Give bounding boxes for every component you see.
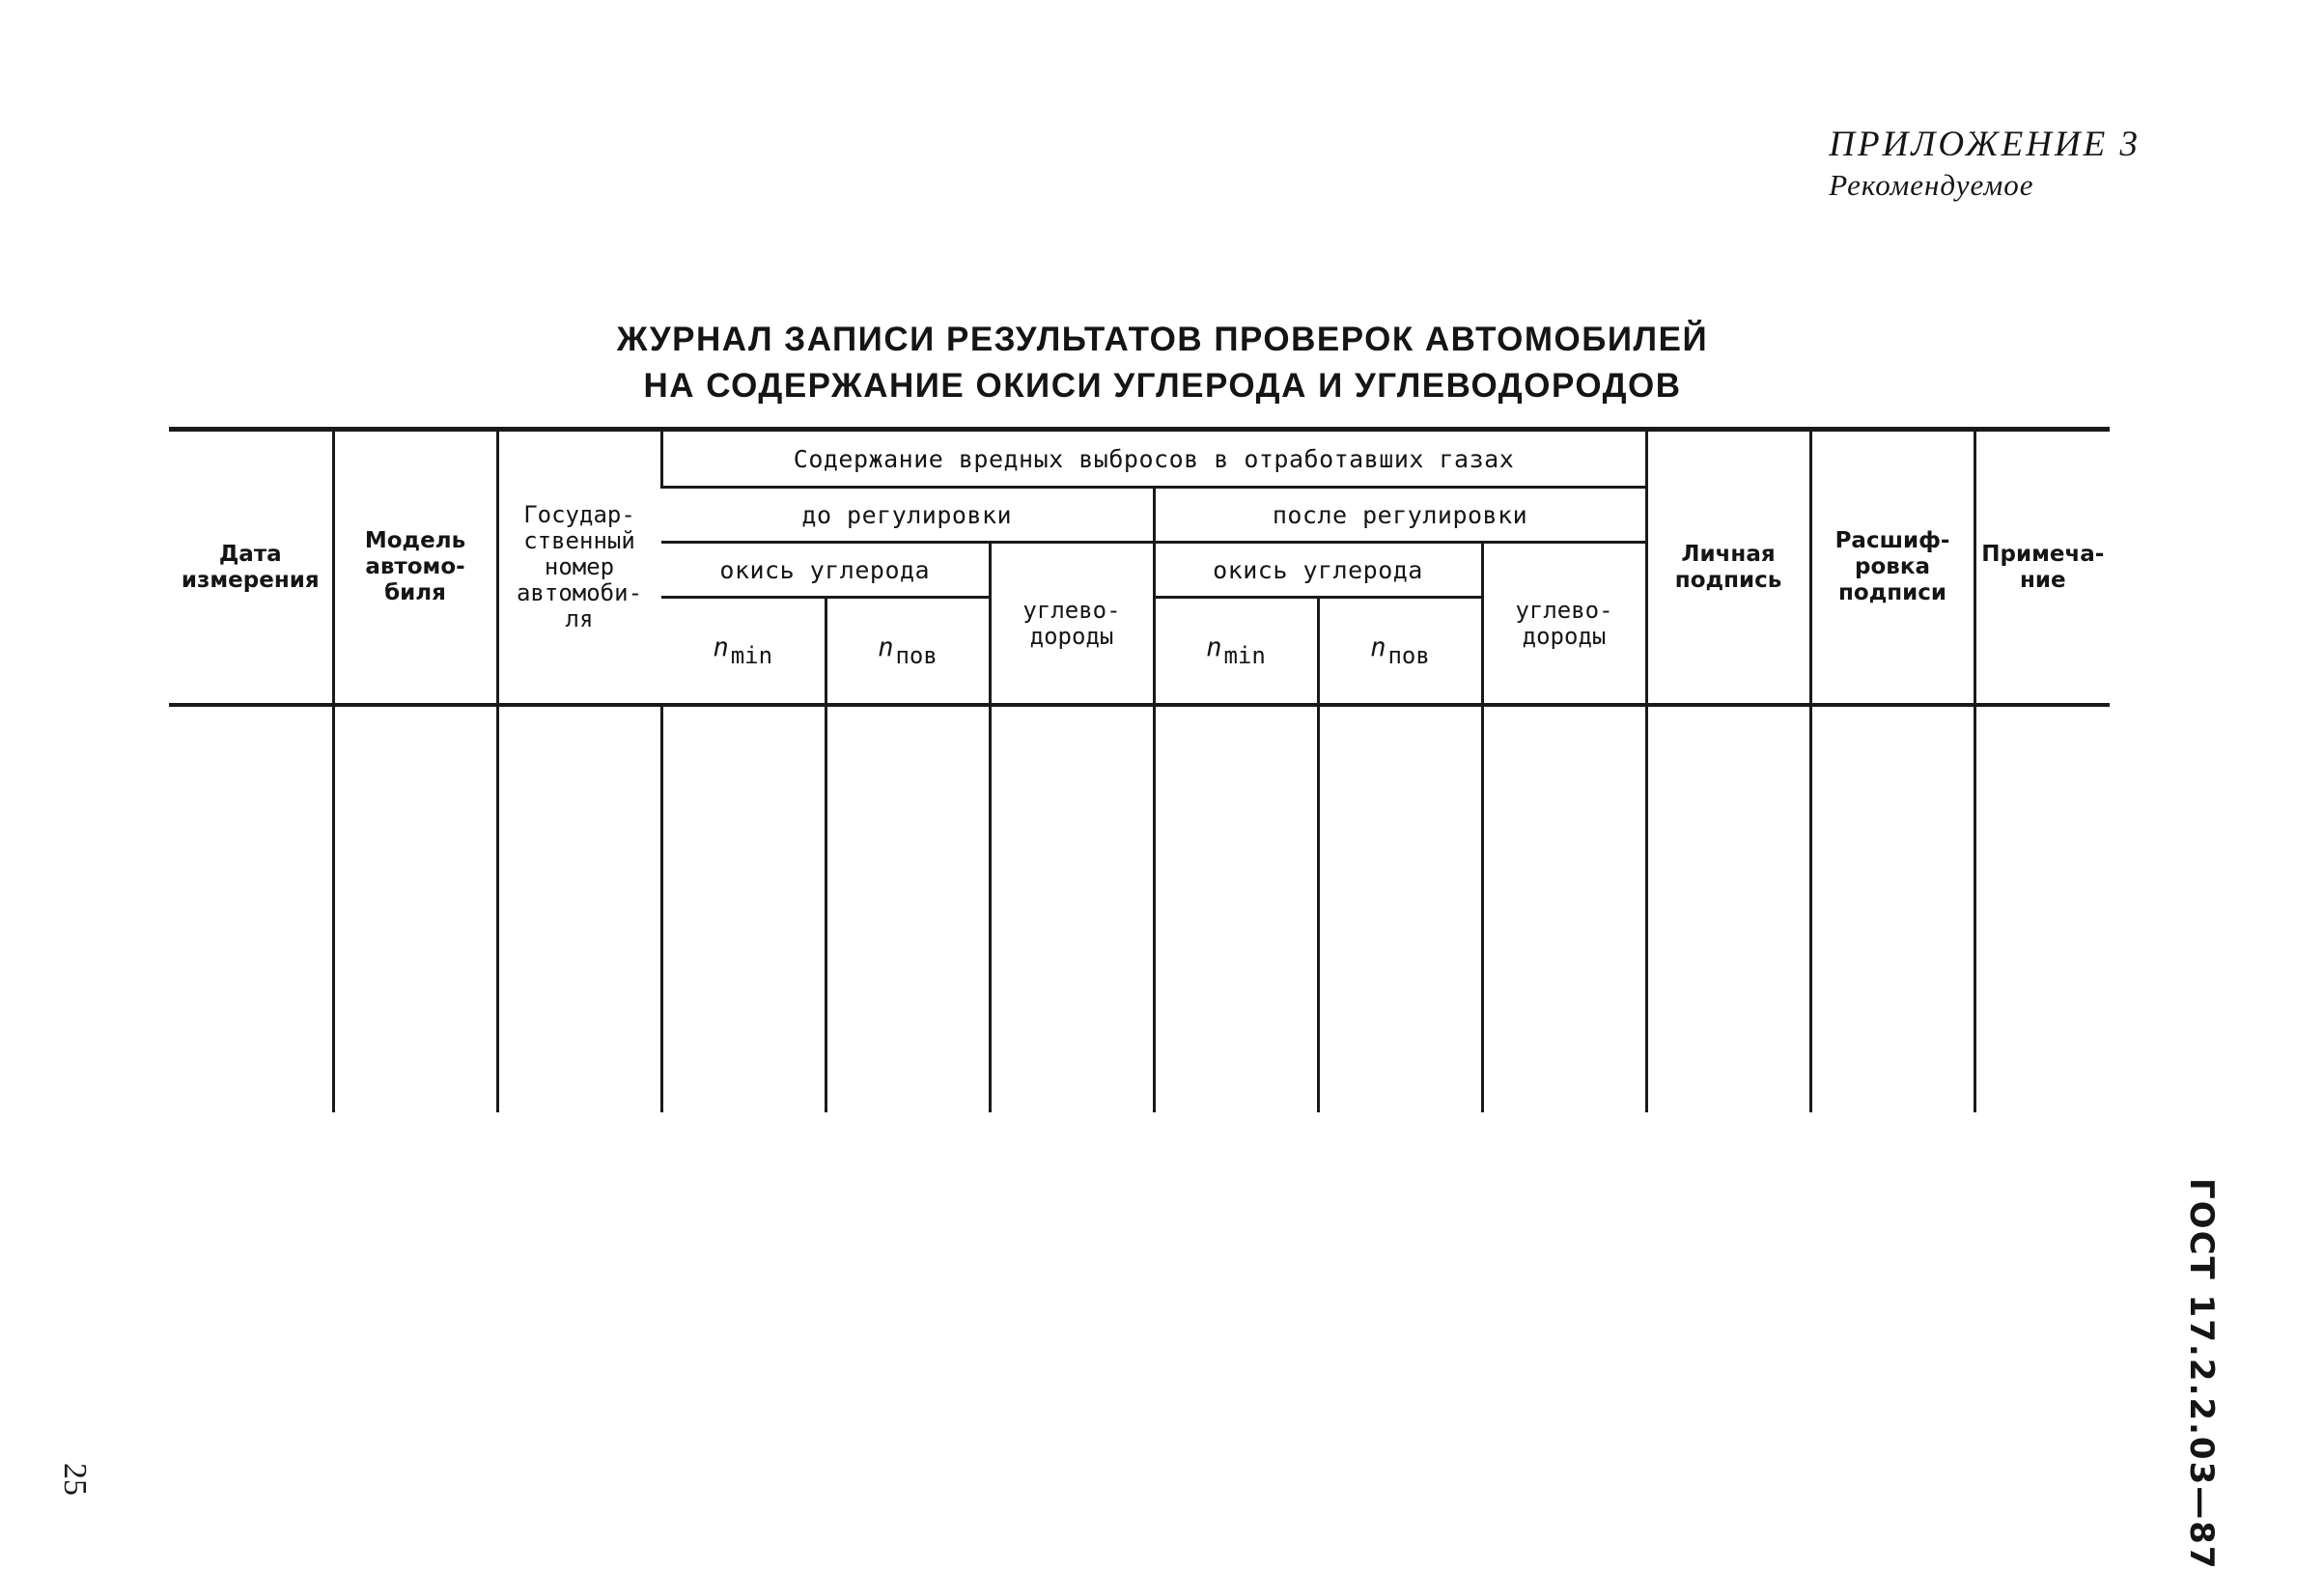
document-title-line-1: ЖУРНАЛ ЗАПИСИ РЕЗУЛЬТАТОВ ПРОВЕРОК АВТОМОБИЛЕЙ xyxy=(616,321,1709,358)
header-carbon-monoxide-before: окись углерода xyxy=(661,543,990,598)
cell-n-pov-before xyxy=(826,705,990,1112)
journal-table xyxy=(169,427,2110,1112)
standard-code: ГОСТ 17.2.2.03—87 xyxy=(2182,1178,2221,1571)
appendix-subtitle: Рекомендуемое xyxy=(1829,168,2034,202)
header-note: Примеча- ние xyxy=(1974,430,2110,706)
cell-n-min-after xyxy=(1154,705,1318,1112)
header-hydrocarbons-after: углево- дороды xyxy=(1482,543,1646,706)
cell-n-min-before xyxy=(661,705,826,1112)
header-n-min-after: $n_{min}$ xyxy=(1154,598,1318,706)
header-emissions-group: Содержание вредных выбросов в отработавших газах xyxy=(661,430,1646,488)
header-hydrocarbons-before: углево- дороды xyxy=(990,543,1154,706)
page-number: 25 xyxy=(57,1463,93,1496)
header-after-adjustment: после регулировки xyxy=(1154,488,1646,543)
header-date: Дата измерения xyxy=(169,430,333,706)
document-title-line-2: НА СОДЕРЖАНИЕ ОКИСИ УГЛЕРОДА И УГЛЕВОДОРОДОВ xyxy=(643,367,1682,405)
cell-model xyxy=(333,705,497,1112)
cell-signature xyxy=(1646,705,1810,1112)
cell-date xyxy=(169,705,333,1112)
header-n-pov-before: $n_{пов}$ xyxy=(826,598,990,706)
header-signature-decoding: Расшиф- ровка подписи xyxy=(1810,430,1974,706)
header-n-min-before: $n_{min}$ xyxy=(713,632,773,669)
cell-hydrocarbons-before xyxy=(990,705,1154,1112)
appendix-title: ПРИЛОЖЕНИЕ 3 xyxy=(1829,125,2141,164)
cell-signature-decoding xyxy=(1810,705,1974,1112)
cell-hydrocarbons-after xyxy=(1482,705,1646,1112)
cell-n-pov-after xyxy=(1318,705,1482,1112)
header-n-pov-after: $n_{пов}$ xyxy=(1318,598,1482,706)
cell-note xyxy=(1974,705,2110,1112)
appendix-header xyxy=(1829,124,2141,205)
table-row xyxy=(169,705,2110,1112)
header-model: Модель автомо- биля xyxy=(333,430,497,706)
header-signature: Личная подпись xyxy=(1646,430,1810,706)
document-title xyxy=(386,317,1939,409)
header-registration-number: Государ- ственный номер автомоби- ля xyxy=(497,430,661,706)
header-carbon-monoxide-after: окись углерода xyxy=(1154,543,1482,598)
cell-registration-number xyxy=(497,705,661,1112)
header-before-adjustment: до регулировки xyxy=(661,488,1154,543)
